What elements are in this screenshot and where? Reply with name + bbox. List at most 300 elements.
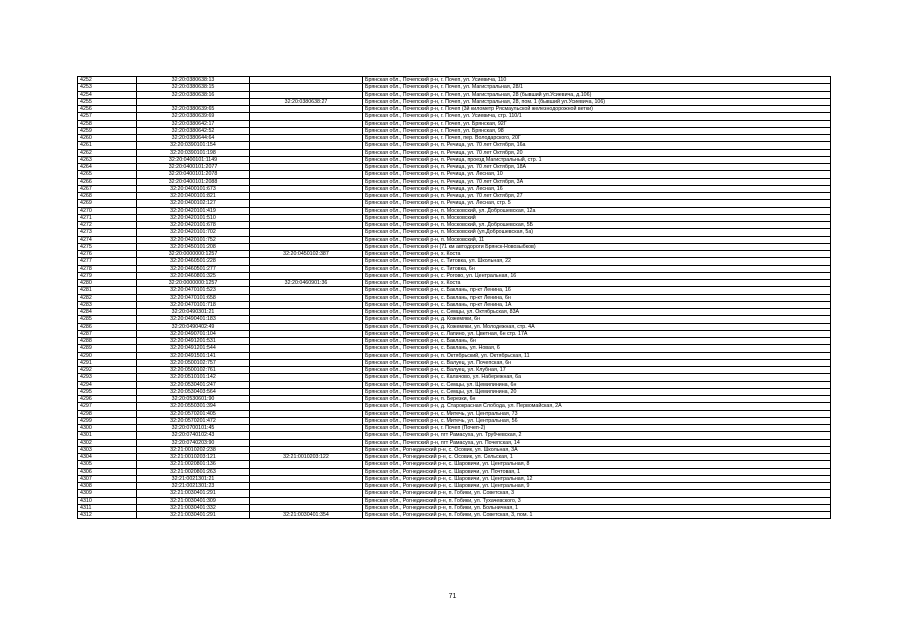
address-cell: Брянская обл., Почепский р-н, п. Речица, ул. 70 лет Октября, 27	[363, 193, 831, 200]
row-number-cell: 4306	[78, 468, 137, 475]
row-number-cell: 4275	[78, 243, 137, 250]
address-cell: Брянская обл., Почепский р-н, с. Валуец, ул. Почепская, 6н	[363, 359, 831, 366]
cadastral-number-cell: 32:21:0021301:23	[137, 483, 250, 490]
previous-cadastral-number-cell	[250, 497, 363, 504]
previous-cadastral-number-cell	[250, 468, 363, 475]
previous-cadastral-number-cell	[250, 410, 363, 417]
row-number-cell: 4254	[78, 91, 137, 98]
previous-cadastral-number-cell: 32:20:0450102:387	[250, 251, 363, 258]
table-row	[78, 367, 831, 374]
table-row	[78, 454, 831, 461]
address-cell: Брянская обл., Почепский р-н, п. Речица, ул. 70 лет Октября, 16а	[363, 142, 831, 149]
table-row	[78, 91, 831, 98]
previous-cadastral-number-cell	[250, 367, 363, 374]
previous-cadastral-number-cell	[250, 265, 363, 272]
address-cell: Брянская обл., Почепский р-н, п. Московский (ул.Доброшевская, 5а)	[363, 229, 831, 236]
cadastral-number-cell: 32:20:0380639:65	[137, 106, 250, 113]
address-cell: Брянская обл., Почепский р-н, д. Старокрасная Слобода, ул. Первомайская, 2А	[363, 403, 831, 410]
table-row	[78, 425, 831, 432]
previous-cadastral-number-cell	[250, 504, 363, 511]
address-cell: Брянская обл., Рогнединский р-н, с. Шаровичи, ул. Почтовая, 1	[363, 468, 831, 475]
row-number-cell: 4301	[78, 432, 137, 439]
address-cell: Брянская обл., Почепский р-н, с. Валуец, ул. Клубная, 17	[363, 367, 831, 374]
cadastral-number-cell: 32:20:0000000:1257	[137, 251, 250, 258]
cadastral-number-cell: 32:20:0530401:247	[137, 381, 250, 388]
address-cell: Брянская обл., Почепский р-н, п. Московский, 11	[363, 236, 831, 243]
previous-cadastral-number-cell	[250, 178, 363, 185]
address-cell: Брянская обл., Почепский р-н, п. Речица, ул. Лесная, 16	[363, 185, 831, 192]
address-cell: Брянская обл., Рогнединский р-н, п. Гобики, ул. Тухачевского, 3	[363, 497, 831, 504]
cadastral-number-cell: 32:20:0400101:2077	[137, 164, 250, 171]
table-row	[78, 396, 831, 403]
table-row	[78, 338, 831, 345]
previous-cadastral-number-cell	[250, 439, 363, 446]
row-number-cell: 4277	[78, 258, 137, 265]
cadastral-number-cell: 32:20:0491501:141	[137, 352, 250, 359]
row-number-cell: 4309	[78, 490, 137, 497]
table-row	[78, 497, 831, 504]
address-cell: Брянская обл., Почепский р-н, х. Коста	[363, 280, 831, 287]
row-number-cell: 4269	[78, 200, 137, 207]
table-row	[78, 127, 831, 134]
address-cell: Брянская обл., Почепский р-н, с. Калачово, ул. Набережная, 6а	[363, 374, 831, 381]
cadastral-number-cell: 32:20:0490401:183	[137, 316, 250, 323]
cadastral-number-cell: 32:20:0530403:564	[137, 388, 250, 395]
previous-cadastral-number-cell	[250, 77, 363, 84]
row-number-cell: 4255	[78, 98, 137, 105]
row-number-cell: 4285	[78, 316, 137, 323]
table-row	[78, 272, 831, 279]
cadastral-number-cell	[137, 98, 250, 105]
address-cell: Брянская обл., Почепский р-н, г. Почеп (3й километр Рясмаульской железнодорожной ветки)	[363, 106, 831, 113]
previous-cadastral-number-cell	[250, 490, 363, 497]
cadastral-number-cell: 32:20:0380642:52	[137, 127, 250, 134]
row-number-cell: 4311	[78, 504, 137, 511]
cadastral-number-cell: 32:20:0510101:142	[137, 374, 250, 381]
previous-cadastral-number-cell	[250, 127, 363, 134]
previous-cadastral-number-cell	[250, 106, 363, 113]
previous-cadastral-number-cell	[250, 417, 363, 424]
row-number-cell: 4307	[78, 475, 137, 482]
cadastral-number-cell: 32:20:0000000:1257	[137, 280, 250, 287]
cadastral-number-cell: 32:20:0570201:405	[137, 410, 250, 417]
cadastral-number-cell: 32:21:0010202:238	[137, 446, 250, 453]
previous-cadastral-number-cell	[250, 330, 363, 337]
table-row	[78, 178, 831, 185]
property-register-table	[77, 76, 831, 519]
register-table-body	[78, 77, 831, 519]
previous-cadastral-number-cell	[250, 483, 363, 490]
address-cell: Брянская обл., Рогнединский р-н, п. Гобики, ул. Советская, 3, пом. 1	[363, 512, 831, 519]
address-cell: Брянская обл., Почепский р-н (71 км автодороги Брянск-Новозыбков)	[363, 243, 831, 250]
address-cell: Брянская обл., Рогнединский р-н, п. Гобики, ул. Больничная, 1	[363, 504, 831, 511]
cadastral-number-cell: 32:20:0420101:678	[137, 222, 250, 229]
address-cell: Брянская обл., Почепский р-н, х. Коста	[363, 251, 831, 258]
row-number-cell: 4264	[78, 164, 137, 171]
table-row	[78, 98, 831, 105]
cadastral-number-cell: 32:20:0460501:277	[137, 265, 250, 272]
table-row	[78, 468, 831, 475]
address-cell: Брянская обл., Почепский р-н, г. Почеп, ул. Магистральная, 28/1	[363, 84, 831, 91]
row-number-cell: 4274	[78, 236, 137, 243]
table-row	[78, 381, 831, 388]
row-number-cell: 4292	[78, 367, 137, 374]
table-row	[78, 120, 831, 127]
row-number-cell: 4256	[78, 106, 137, 113]
cadastral-number-cell: 32:20:0470101:718	[137, 301, 250, 308]
address-cell: Брянская обл., Почепский р-н, п. Октябрьский, ул. Октябрьская, 11	[363, 352, 831, 359]
cadastral-number-cell: 32:21:0010203:121	[137, 454, 250, 461]
previous-cadastral-number-cell	[250, 91, 363, 98]
previous-cadastral-number-cell	[250, 229, 363, 236]
row-number-cell: 4257	[78, 113, 137, 120]
table-row	[78, 164, 831, 171]
table-row	[78, 229, 831, 236]
row-number-cell: 4281	[78, 287, 137, 294]
row-number-cell: 4303	[78, 446, 137, 453]
row-number-cell: 4278	[78, 265, 137, 272]
address-cell: Брянская обл., Почепский р-н, с. Семцы, ул. Октябрьская, 83А	[363, 309, 831, 316]
row-number-cell: 4312	[78, 512, 137, 519]
previous-cadastral-number-cell	[250, 461, 363, 468]
address-cell: Брянская обл., Рогнединский р-н, с. Шаровичи, ул. Центральная, 9	[363, 483, 831, 490]
address-cell: Брянская обл., Почепский р-н, г. Почеп, пер. Володарского, 20Г	[363, 135, 831, 142]
table-row	[78, 374, 831, 381]
table-row	[78, 265, 831, 272]
previous-cadastral-number-cell	[250, 403, 363, 410]
cadastral-number-cell: 32:20:0390101:154	[137, 142, 250, 149]
table-row	[78, 135, 831, 142]
row-number-cell: 4268	[78, 193, 137, 200]
cadastral-number-cell: 32:20:0400101:821	[137, 193, 250, 200]
previous-cadastral-number-cell	[250, 352, 363, 359]
row-number-cell: 4261	[78, 142, 137, 149]
page-number: 71	[448, 593, 457, 600]
row-number-cell: 4252	[78, 77, 137, 84]
address-cell: Брянская обл., Почепский р-н, п. Речица, ул. 70 лет Октября, 3А	[363, 178, 831, 185]
address-cell: Брянская обл., Почепский р-н, с. Митечь, ул. Центральная, 73	[363, 410, 831, 417]
row-number-cell: 4276	[78, 251, 137, 258]
table-row	[78, 439, 831, 446]
row-number-cell: 4295	[78, 388, 137, 395]
table-row	[78, 200, 831, 207]
row-number-cell: 4310	[78, 497, 137, 504]
row-number-cell: 4308	[78, 483, 137, 490]
row-number-cell: 4288	[78, 338, 137, 345]
row-number-cell: 4280	[78, 280, 137, 287]
address-cell: Брянская обл., Рогнединский р-н, п. Гобики, ул. Советская, 3	[363, 490, 831, 497]
table-row	[78, 323, 831, 330]
row-number-cell: 4272	[78, 222, 137, 229]
address-cell: Брянская обл., Почепский р-н, г. Почеп, ул. Брянская, 92Г	[363, 120, 831, 127]
table-row	[78, 432, 831, 439]
previous-cadastral-number-cell	[250, 323, 363, 330]
previous-cadastral-number-cell	[250, 294, 363, 301]
table-row	[78, 149, 831, 156]
previous-cadastral-number-cell	[250, 338, 363, 345]
table-row	[78, 359, 831, 366]
address-cell: Брянская обл., Почепский р-н, с. Баклань, пр-кт Ленина, 1А	[363, 301, 831, 308]
cadastral-number-cell: 32:20:0420101:752	[137, 236, 250, 243]
cadastral-number-cell: 32:20:0530601:90	[137, 396, 250, 403]
table-row	[78, 214, 831, 221]
address-cell: Брянская обл., Почепский р-н, с. Баклань, пр-кт Ленина, 16	[363, 287, 831, 294]
previous-cadastral-number-cell	[250, 243, 363, 250]
row-number-cell: 4300	[78, 425, 137, 432]
table-row	[78, 301, 831, 308]
cadastral-number-cell: 32:20:0420101:510	[137, 214, 250, 221]
cadastral-number-cell: 32:20:0380638:15	[137, 84, 250, 91]
cadastral-number-cell: 32:20:0390101:198	[137, 149, 250, 156]
cadastral-number-cell: 32:21:0020801:263	[137, 468, 250, 475]
cadastral-number-cell: 32:20:0380639:69	[137, 113, 250, 120]
cadastral-number-cell: 32:20:0420101:419	[137, 207, 250, 214]
cadastral-number-cell: 32:20:0490701:104	[137, 330, 250, 337]
cadastral-number-cell: 32:20:0500102:761	[137, 367, 250, 374]
row-number-cell: 4260	[78, 135, 137, 142]
previous-cadastral-number-cell	[250, 316, 363, 323]
previous-cadastral-number-cell	[250, 425, 363, 432]
table-row	[78, 309, 831, 316]
table-row	[78, 243, 831, 250]
table-row	[78, 142, 831, 149]
cadastral-number-cell: 32:21:0021301:21	[137, 475, 250, 482]
cadastral-number-cell: 32:20:0420101:702	[137, 229, 250, 236]
row-number-cell: 4263	[78, 156, 137, 163]
table-row	[78, 287, 831, 294]
table-row	[78, 446, 831, 453]
row-number-cell: 4273	[78, 229, 137, 236]
row-number-cell: 4305	[78, 461, 137, 468]
address-cell: Брянская обл., Почепский р-н, с. Рогово, ул. Центральная, 16	[363, 272, 831, 279]
previous-cadastral-number-cell	[250, 258, 363, 265]
table-row	[78, 490, 831, 497]
previous-cadastral-number-cell: 32:20:0380638:27	[250, 98, 363, 105]
cadastral-number-cell: 32:20:0380642:17	[137, 120, 250, 127]
row-number-cell: 4279	[78, 272, 137, 279]
cadastral-number-cell: 32:21:0030401:291	[137, 490, 250, 497]
address-cell: Брянская обл., Почепский р-н, г. Почеп, ул. Магистральная, 28, пом. 1 (бывший ул.Усиевича, 106)	[363, 98, 831, 105]
cadastral-number-cell: 32:20:0400102:127	[137, 200, 250, 207]
cadastral-number-cell: 32:20:0550301:394	[137, 403, 250, 410]
previous-cadastral-number-cell: 32:20:0460901:36	[250, 280, 363, 287]
cadastral-number-cell: 32:20:0491201:531	[137, 338, 250, 345]
row-number-cell: 4294	[78, 381, 137, 388]
table-row	[78, 461, 831, 468]
address-cell: Брянская обл., Почепский р-н, г. Почеп, ул. Усиевича, стр. 110/1	[363, 113, 831, 120]
table-row	[78, 417, 831, 424]
previous-cadastral-number-cell	[250, 432, 363, 439]
previous-cadastral-number-cell	[250, 388, 363, 395]
previous-cadastral-number-cell	[250, 236, 363, 243]
table-row	[78, 156, 831, 163]
cadastral-number-cell: 32:20:0400101:673	[137, 185, 250, 192]
table-row	[78, 185, 831, 192]
row-number-cell: 4270	[78, 207, 137, 214]
address-cell: Брянская обл., Почепский р-н, д. Кожемяки, 6н	[363, 316, 831, 323]
table-row	[78, 475, 831, 482]
table-row	[78, 352, 831, 359]
table-row	[78, 207, 831, 214]
row-number-cell: 4298	[78, 410, 137, 417]
table-row	[78, 236, 831, 243]
previous-cadastral-number-cell	[250, 381, 363, 388]
address-cell: Брянская обл., Почепский р-н, п. Речица, ул. Лесная, стр. 5	[363, 200, 831, 207]
previous-cadastral-number-cell	[250, 164, 363, 171]
table-row	[78, 512, 831, 519]
row-number-cell: 4304	[78, 454, 137, 461]
row-number-cell: 4299	[78, 417, 137, 424]
cadastral-number-cell: 32:20:0460501:228	[137, 258, 250, 265]
address-cell: Брянская обл., Почепский р-н, с. Баклань, 6н	[363, 338, 831, 345]
previous-cadastral-number-cell: 32:21:0010203:122	[250, 454, 363, 461]
table-row	[78, 330, 831, 337]
address-cell: Брянская обл., Почепский р-н, с. Семцы, ул. Щемилинина, 6н	[363, 381, 831, 388]
previous-cadastral-number-cell	[250, 149, 363, 156]
table-row	[78, 106, 831, 113]
table-row	[78, 388, 831, 395]
address-cell: Брянская обл., Почепский р-н, пгт Рамасуха, ул. Почепская, 14	[363, 439, 831, 446]
address-cell: Брянская обл., Почепский р-н, д. Кожемяки, ул. Молодежная, стр. 4А	[363, 323, 831, 330]
table-row	[78, 77, 831, 84]
row-number-cell: 4271	[78, 214, 137, 221]
address-cell: Брянская обл., Почепский р-н, п. Московский	[363, 214, 831, 221]
address-cell: Брянская обл., Почепский р-н, п. Речица, ул. Лесная, 10	[363, 171, 831, 178]
previous-cadastral-number-cell	[250, 475, 363, 482]
row-number-cell: 4290	[78, 352, 137, 359]
cadastral-number-cell: 32:20:0380638:16	[137, 91, 250, 98]
address-cell: Брянская обл., Почепский р-н, п. Березки, 6н	[363, 396, 831, 403]
row-number-cell: 4262	[78, 149, 137, 156]
table-row	[78, 345, 831, 352]
table-row	[78, 504, 831, 511]
table-row	[78, 403, 831, 410]
previous-cadastral-number-cell	[250, 200, 363, 207]
row-number-cell: 4291	[78, 359, 137, 366]
previous-cadastral-number-cell	[250, 301, 363, 308]
previous-cadastral-number-cell	[250, 84, 363, 91]
address-cell: Брянская обл., Рогнединский р-н, с. Шаровичи, ул. Центральная, 8	[363, 461, 831, 468]
table-row	[78, 280, 831, 287]
row-number-cell: 4265	[78, 171, 137, 178]
table-row	[78, 258, 831, 265]
table-row	[78, 410, 831, 417]
previous-cadastral-number-cell: 32:21:0030401:354	[250, 512, 363, 519]
cadastral-number-cell: 32:20:0570201:472	[137, 417, 250, 424]
row-number-cell: 4259	[78, 127, 137, 134]
cadastral-number-cell: 32:21:0020801:136	[137, 461, 250, 468]
cadastral-number-cell: 32:20:0740102:43	[137, 432, 250, 439]
previous-cadastral-number-cell	[250, 374, 363, 381]
cadastral-number-cell: 32:21:0030401:309	[137, 497, 250, 504]
cadastral-number-cell: 32:20:0380638:13	[137, 77, 250, 84]
address-cell: Брянская обл., Почепский р-н, с. Баклань, пр-кт Ленина, 6н	[363, 294, 831, 301]
table-row	[78, 113, 831, 120]
cadastral-number-cell: 32:20:0740203:90	[137, 439, 250, 446]
address-cell: Брянская обл., Почепский р-н, п. Речица, ул. 70 лет Октября, 18А	[363, 164, 831, 171]
table-row	[78, 84, 831, 91]
cadastral-number-cell: 32:20:0470101:658	[137, 294, 250, 301]
previous-cadastral-number-cell	[250, 222, 363, 229]
row-number-cell: 4267	[78, 185, 137, 192]
previous-cadastral-number-cell	[250, 359, 363, 366]
previous-cadastral-number-cell	[250, 287, 363, 294]
previous-cadastral-number-cell	[250, 396, 363, 403]
table-row	[78, 316, 831, 323]
row-number-cell: 4283	[78, 301, 137, 308]
cadastral-number-cell: 32:21:0030401:332	[137, 504, 250, 511]
row-number-cell: 4289	[78, 345, 137, 352]
address-cell: Брянская обл., Почепский р-н, с. Семцы, ул. Щемилинина, 20	[363, 388, 831, 395]
cadastral-number-cell: 32:20:0500102:757	[137, 359, 250, 366]
row-number-cell: 4286	[78, 323, 137, 330]
cadastral-number-cell: 32:20:0400101:2088	[137, 178, 250, 185]
row-number-cell: 4296	[78, 396, 137, 403]
address-cell: Брянская обл., Почепский р-н, г. Почеп, ул. Усиевича, 110	[363, 77, 831, 84]
cadastral-number-cell: 32:20:0700101:45	[137, 425, 250, 432]
previous-cadastral-number-cell	[250, 171, 363, 178]
cadastral-number-cell: 32:20:0400101:1149	[137, 156, 250, 163]
cadastral-number-cell: 32:20:0400101:2078	[137, 171, 250, 178]
previous-cadastral-number-cell	[250, 113, 363, 120]
address-cell: Брянская обл., Почепский р-н, г. Почеп, ул. Брянская, 98	[363, 127, 831, 134]
previous-cadastral-number-cell	[250, 185, 363, 192]
row-number-cell: 4284	[78, 309, 137, 316]
previous-cadastral-number-cell	[250, 135, 363, 142]
cadastral-number-cell: 32:20:0490402:49	[137, 323, 250, 330]
previous-cadastral-number-cell	[250, 193, 363, 200]
cadastral-number-cell: 32:20:0460801:325	[137, 272, 250, 279]
cadastral-number-cell: 32:20:0450101:208	[137, 243, 250, 250]
address-cell: Брянская обл., Почепский р-н, с. Титовка, 6н	[363, 265, 831, 272]
previous-cadastral-number-cell	[250, 156, 363, 163]
address-cell: Брянская обл., Почепский р-н, п. Московский, ул. Доброшевская, 12а	[363, 207, 831, 214]
previous-cadastral-number-cell	[250, 446, 363, 453]
address-cell: Брянская обл., Почепский р-н, с. Митечь, ул. Центральная, 56	[363, 417, 831, 424]
cadastral-number-cell: 32:21:0030401:291	[137, 512, 250, 519]
table-row	[78, 222, 831, 229]
address-cell: Брянская обл., Почепский р-н, с. Титовка, ул. Школьная, 22	[363, 258, 831, 265]
address-cell: Брянская обл., Почепский р-н, пгт Рамасуха, ул. Трубчевская, 2	[363, 432, 831, 439]
row-number-cell: 4258	[78, 120, 137, 127]
row-number-cell: 4266	[78, 178, 137, 185]
address-cell: Брянская обл., Почепский р-н, с. Лапино, ул. Цветная, 6н стр. 17А	[363, 330, 831, 337]
address-cell: Брянская обл., Рогнединский р-н, с. Шаровичи, ул. Центральная, 12	[363, 475, 831, 482]
cadastral-number-cell: 32:20:0491201:544	[137, 345, 250, 352]
previous-cadastral-number-cell	[250, 309, 363, 316]
previous-cadastral-number-cell	[250, 345, 363, 352]
row-number-cell: 4287	[78, 330, 137, 337]
cadastral-number-cell: 32:20:0470101:523	[137, 287, 250, 294]
previous-cadastral-number-cell	[250, 120, 363, 127]
row-number-cell: 4253	[78, 84, 137, 91]
cadastral-number-cell: 32:20:0380644:64	[137, 135, 250, 142]
address-cell: Брянская обл., Почепский р-н, г. Почеп (Почеп-2)	[363, 425, 831, 432]
row-number-cell: 4297	[78, 403, 137, 410]
address-cell: Брянская обл., Почепский р-н, п. Речица, проезд Магистральный, стр. 1	[363, 156, 831, 163]
table-row	[78, 294, 831, 301]
row-number-cell: 4282	[78, 294, 137, 301]
previous-cadastral-number-cell	[250, 207, 363, 214]
table-row	[78, 251, 831, 258]
table-row	[78, 483, 831, 490]
address-cell: Брянская обл., Почепский р-н, г. Почеп, ул. Магистральная, 28 (бывший ул.Усиевича, д.106)	[363, 91, 831, 98]
previous-cadastral-number-cell	[250, 214, 363, 221]
row-number-cell: 4302	[78, 439, 137, 446]
row-number-cell: 4293	[78, 374, 137, 381]
address-cell: Брянская обл., Рогнединский р-н, с. Осовик, ул. Сельская, 1	[363, 454, 831, 461]
cadastral-number-cell: 32:20:0490301:21	[137, 309, 250, 316]
